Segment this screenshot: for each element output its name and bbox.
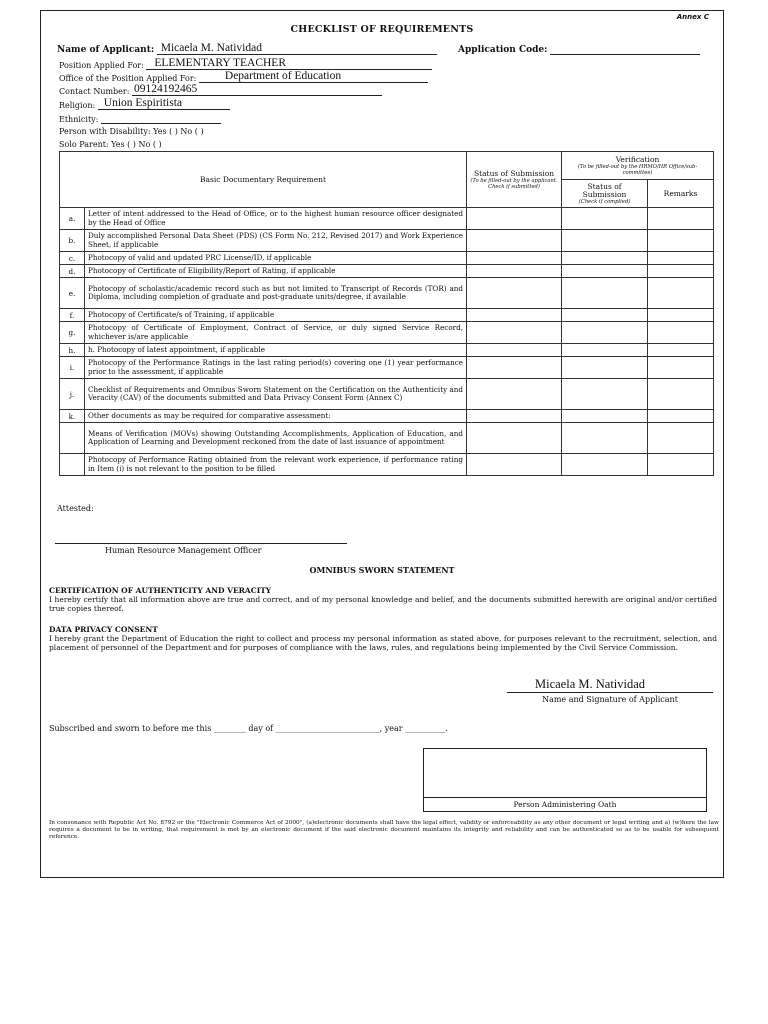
office-row bbox=[59, 72, 428, 83]
remarks-cell[interactable] bbox=[648, 208, 714, 230]
verification-status-cell[interactable] bbox=[562, 454, 648, 476]
col-status-header bbox=[467, 152, 562, 208]
contact-label: Contact Number: bbox=[59, 87, 130, 96]
cav-heading: CERTIFICATION OF AUTHENTICITY AND VERACITY bbox=[49, 586, 272, 595]
verification-status-cell[interactable] bbox=[562, 252, 648, 265]
applicant-status-cell[interactable] bbox=[467, 410, 562, 423]
requirement-description: Photocopy of Certificate of Employment, Contract of Service, or duly signed Service Record, whichever is/are applicable bbox=[85, 322, 467, 344]
remarks-cell[interactable] bbox=[648, 322, 714, 344]
remarks-cell[interactable] bbox=[648, 410, 714, 423]
table-row bbox=[60, 379, 714, 410]
requirement-letter: i. bbox=[60, 357, 85, 379]
remarks-cell[interactable] bbox=[648, 252, 714, 265]
oath-label: Person Administering Oath bbox=[513, 800, 617, 809]
remarks-cell[interactable] bbox=[648, 357, 714, 379]
requirement-description: Photocopy of Certificate/s of Training, if applicable bbox=[85, 309, 467, 322]
table-row bbox=[60, 278, 714, 309]
requirement-description: Duly accomplished Personal Data Sheet (PDS) (CS Form No. 212, Revised 2017) and Work Experience Sheet, if applicable bbox=[85, 230, 467, 252]
attested-label: Attested: bbox=[57, 504, 94, 513]
requirement-letter: j. bbox=[60, 379, 85, 410]
solo-parent-row[interactable]: Solo Parent: Yes ( ) No ( ) bbox=[59, 140, 162, 149]
requirement-letter bbox=[60, 423, 85, 454]
checklist-form bbox=[40, 10, 724, 878]
col-verification-label: Verification bbox=[615, 154, 660, 164]
religion-field[interactable] bbox=[98, 99, 230, 110]
office-label: Office of the Position Applied For: bbox=[59, 74, 197, 83]
oath-signature-box[interactable] bbox=[423, 748, 707, 812]
verification-status-cell[interactable] bbox=[562, 322, 648, 344]
ethnicity-row bbox=[59, 113, 221, 124]
requirement-letter: k. bbox=[60, 410, 85, 423]
code-field[interactable] bbox=[550, 44, 700, 55]
verification-status-cell[interactable] bbox=[562, 208, 648, 230]
religion-label: Religion: bbox=[59, 101, 96, 110]
sworn-statement: Subscribed and sworn to before me this ________ day of __________________________, year __________. bbox=[49, 724, 448, 733]
oath-line bbox=[424, 797, 706, 798]
col-status-label: Status of Submission bbox=[473, 168, 555, 178]
verification-status-cell[interactable] bbox=[562, 265, 648, 278]
verification-status-cell[interactable] bbox=[562, 278, 648, 309]
dpc-text: I hereby grant the Department of Education the right to collect and process my personal information as stated above, for purposes relevant to the recruitment, selection, and placement of personnel of the Department and for purposes of compliance with the laws, rules, and regulations being implemented by the Civil Service Commission. bbox=[49, 634, 717, 652]
col-status-note: (To be filled-out by the applicant. Check if submitted) bbox=[470, 177, 558, 190]
position-value: ELEMENTARY TEACHER bbox=[154, 57, 287, 69]
table-row bbox=[60, 344, 714, 357]
table-row bbox=[60, 322, 714, 344]
dpc-section bbox=[49, 625, 717, 652]
table-row bbox=[60, 357, 714, 379]
applicant-status-cell[interactable] bbox=[467, 278, 562, 309]
remarks-cell[interactable] bbox=[648, 344, 714, 357]
verification-status-cell[interactable] bbox=[562, 230, 648, 252]
applicant-status-cell[interactable] bbox=[467, 357, 562, 379]
table-row bbox=[60, 208, 714, 230]
remarks-cell[interactable] bbox=[648, 454, 714, 476]
requirement-letter: f. bbox=[60, 309, 85, 322]
verification-status-cell[interactable] bbox=[562, 357, 648, 379]
requirement-description: Checklist of Requirements and Omnibus Sworn Statement on the Certification on the Authenticity and Veracity (CAV) of the documents submitted and Data Privacy Consent Form (Annex C) bbox=[85, 379, 467, 410]
remarks-cell[interactable] bbox=[648, 379, 714, 410]
code-label: Application Code: bbox=[458, 45, 548, 55]
contact-value: 09124192465 bbox=[133, 83, 198, 95]
requirement-letter: b. bbox=[60, 230, 85, 252]
ethnicity-field[interactable] bbox=[101, 113, 221, 124]
table-row bbox=[60, 230, 714, 252]
applicant-signature-field[interactable] bbox=[507, 678, 713, 693]
requirement-description: Means of Verification (MOVs) showing Outstanding Accomplishments, Application of Education, and Application of Learning and Development reckoned from the date of last issuance of appointment bbox=[85, 423, 467, 454]
requirement-letter: c. bbox=[60, 252, 85, 265]
applicant-signature-name: Micaela M. Natividad bbox=[535, 677, 646, 691]
remarks-cell[interactable] bbox=[648, 278, 714, 309]
col-ver-status-header bbox=[562, 180, 648, 208]
position-row bbox=[59, 59, 432, 70]
requirement-letter: h. bbox=[60, 344, 85, 357]
col-verification-note: (To be filled-out by the HRMO/HR Office/sub-committee) bbox=[577, 163, 698, 176]
position-field[interactable] bbox=[146, 59, 432, 70]
requirement-description: Letter of intent addressed to the Head of Office, or to the highest human resource officer designated by the Head of Office bbox=[85, 208, 467, 230]
name-field[interactable] bbox=[157, 44, 437, 55]
requirement-description: Photocopy of scholastic/academic record such as but not limited to Transcript of Records (TOR) and Diploma, including completion of graduate and post-graduate units/degree, if available bbox=[85, 278, 467, 309]
applicant-status-cell[interactable] bbox=[467, 379, 562, 410]
religion-row bbox=[59, 99, 230, 110]
remarks-cell[interactable] bbox=[648, 309, 714, 322]
requirement-letter: a. bbox=[60, 208, 85, 230]
cav-text: I hereby certify that all information above are true and correct, and of my personal knowledge and belief, and the documents submitted herewith are original and/or certified true copies thereof. bbox=[49, 595, 717, 613]
table-row bbox=[60, 454, 714, 476]
requirement-letter: d. bbox=[60, 265, 85, 278]
col-ver-status-note: (Check if complied) bbox=[578, 198, 631, 205]
remarks-cell[interactable] bbox=[648, 423, 714, 454]
col-remarks-header: Remarks bbox=[648, 180, 714, 208]
applicant-status-cell[interactable] bbox=[467, 344, 562, 357]
verification-status-cell[interactable] bbox=[562, 344, 648, 357]
requirements-table bbox=[59, 151, 714, 476]
name-value: Micaela M. Natividad bbox=[160, 42, 262, 54]
pwd-row[interactable]: Person with Disability: Yes ( ) No ( ) bbox=[59, 127, 204, 136]
contact-row bbox=[59, 85, 382, 96]
requirement-description: h. Photocopy of latest appointment, if applicable bbox=[85, 344, 467, 357]
requirement-description: Photocopy of valid and updated PRC License/ID, if applicable bbox=[85, 252, 467, 265]
table-row bbox=[60, 252, 714, 265]
attested-signature-line[interactable] bbox=[55, 543, 347, 544]
requirement-description: Other documents as may be required for comparative assessment: bbox=[85, 410, 467, 423]
signature-caption: Name and Signature of Applicant bbox=[542, 695, 678, 704]
applicant-status-cell[interactable] bbox=[467, 322, 562, 344]
requirements-body bbox=[60, 208, 714, 476]
requirement-description: Photocopy of Performance Rating obtained from the relevant work experience, if performance rating in Item (i) is not relevant to the position to be filled bbox=[85, 454, 467, 476]
table-row bbox=[60, 423, 714, 454]
position-label: Position Applied For: bbox=[59, 61, 144, 70]
applicant-status-cell[interactable] bbox=[467, 252, 562, 265]
footnote: In consonance with Republic Act No. 8792 or the "Electronic Commerce Act of 2000", (a)electronic documents shall have the legal effect, validity or enforceability as any other document or legal writing and a) (w)here the law requires a document to be in writing, that requirement is met by an electronic document if the said electronic document maintains its integrity and reliability and can be authenticated so as to be usable for subsequent reference. bbox=[49, 820, 719, 841]
applicant-status-cell[interactable] bbox=[467, 309, 562, 322]
applicant-status-cell[interactable] bbox=[467, 454, 562, 476]
form-title: CHECKLIST OF REQUIREMENTS bbox=[290, 24, 474, 35]
dpc-heading: DATA PRIVACY CONSENT bbox=[49, 625, 158, 634]
annex-label: Annex C bbox=[676, 13, 709, 21]
application-code-row bbox=[458, 44, 700, 55]
contact-field[interactable] bbox=[132, 85, 382, 96]
office-value: Department of Education bbox=[224, 70, 342, 82]
ethnicity-label: Ethnicity: bbox=[59, 115, 99, 124]
table-row bbox=[60, 309, 714, 322]
col-ver-status-label: Status of Submission bbox=[582, 181, 627, 199]
applicant-status-cell[interactable] bbox=[467, 423, 562, 454]
applicant-status-cell[interactable] bbox=[467, 208, 562, 230]
applicant-status-cell[interactable] bbox=[467, 230, 562, 252]
office-field[interactable] bbox=[199, 72, 428, 83]
verification-status-cell[interactable] bbox=[562, 423, 648, 454]
applicant-name-row bbox=[57, 44, 437, 55]
remarks-cell[interactable] bbox=[648, 265, 714, 278]
requirement-letter: e. bbox=[60, 278, 85, 309]
religion-value: Union Espiritista bbox=[103, 97, 183, 109]
col-basic-header: Basic Documentary Requirement bbox=[60, 152, 467, 208]
omnibus-title: OMNIBUS SWORN STATEMENT bbox=[309, 565, 455, 575]
table-row bbox=[60, 410, 714, 423]
verification-status-cell[interactable] bbox=[562, 410, 648, 423]
hrmo-caption: Human Resource Management Officer bbox=[105, 546, 262, 555]
table-row bbox=[60, 265, 714, 278]
table-header-row bbox=[60, 152, 714, 180]
cav-section bbox=[49, 586, 717, 613]
remarks-cell[interactable] bbox=[648, 230, 714, 252]
requirement-description: Photocopy of the Performance Ratings in the last rating period(s) covering one (1) year performance prior to the assessment, if applicable bbox=[85, 357, 467, 379]
applicant-status-cell[interactable] bbox=[467, 265, 562, 278]
col-verification-header bbox=[562, 152, 714, 180]
requirement-letter bbox=[60, 454, 85, 476]
verification-status-cell[interactable] bbox=[562, 379, 648, 410]
name-label: Name of Applicant: bbox=[57, 45, 155, 55]
requirement-letter: g. bbox=[60, 322, 85, 344]
requirement-description: Photocopy of Certificate of Eligibility/Report of Rating, if applicable bbox=[85, 265, 467, 278]
verification-status-cell[interactable] bbox=[562, 309, 648, 322]
